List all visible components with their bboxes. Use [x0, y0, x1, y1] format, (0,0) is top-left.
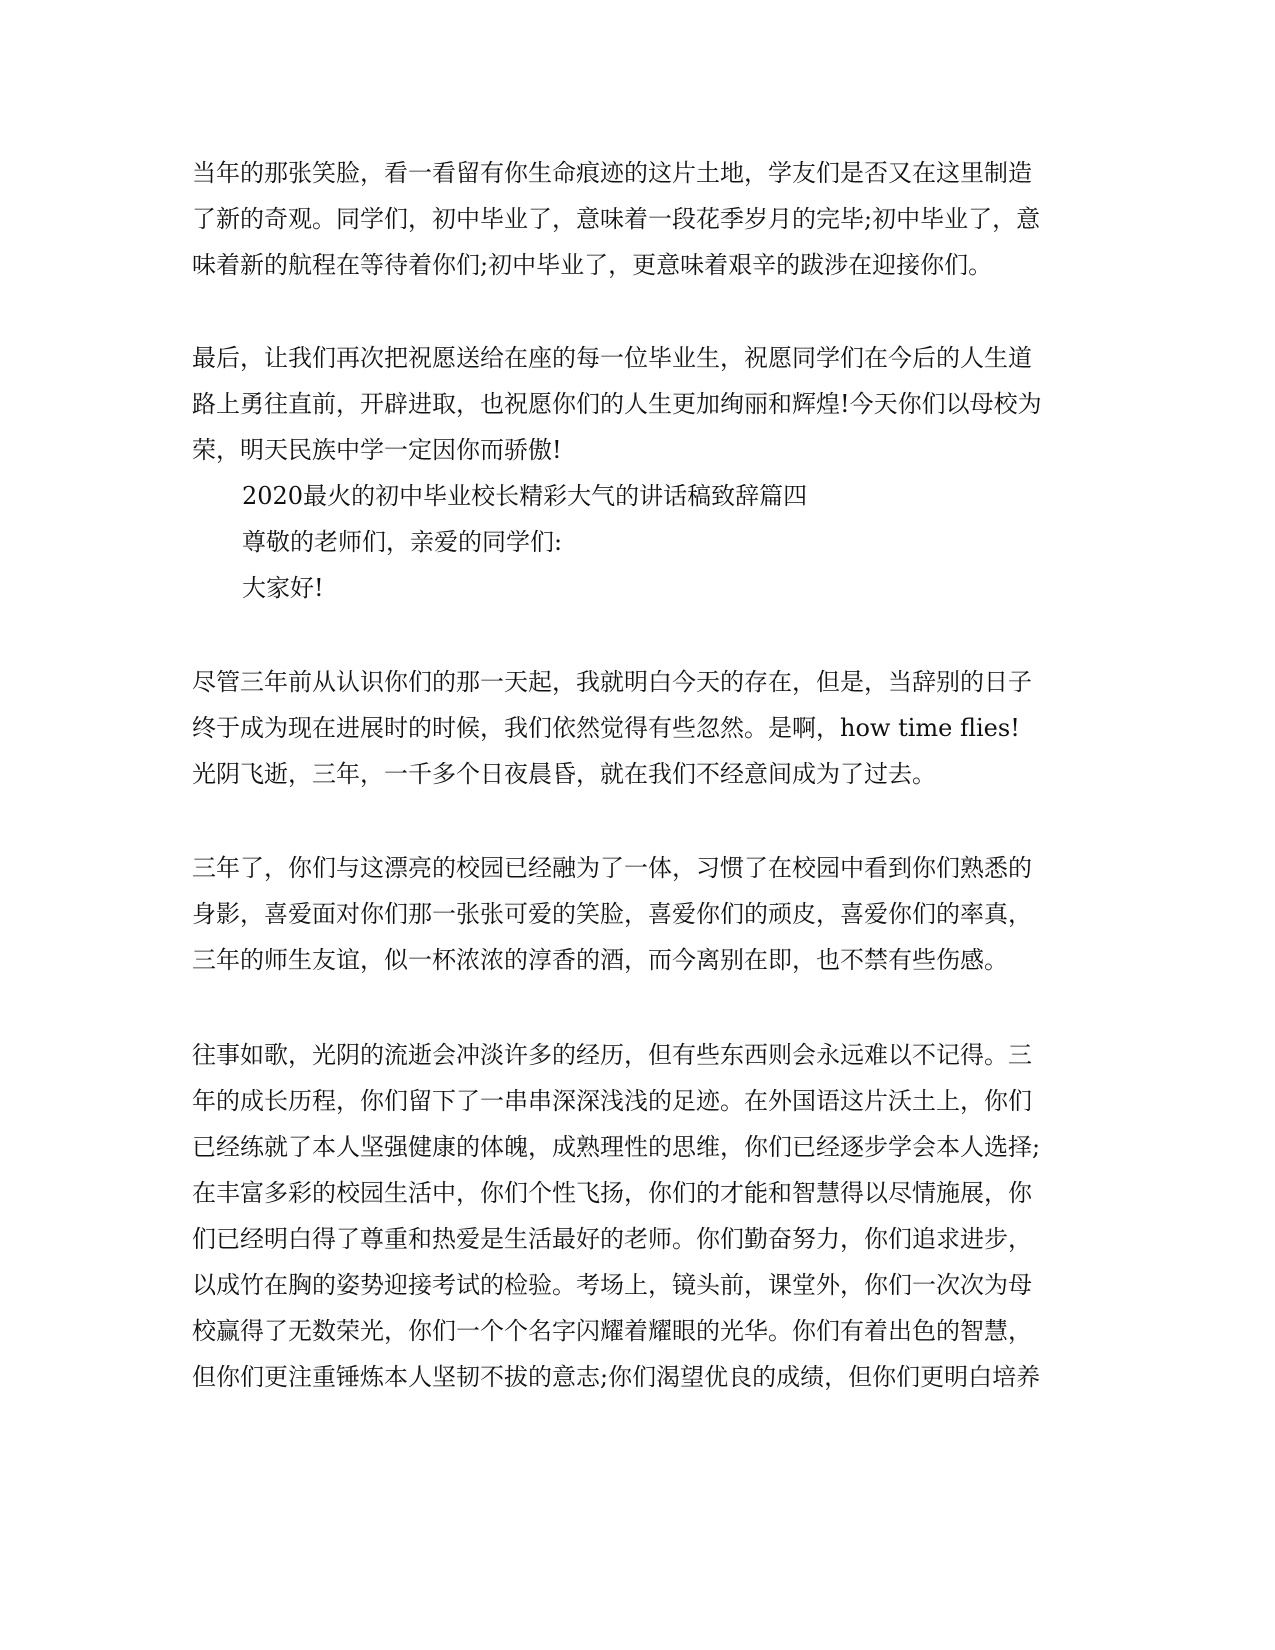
text-line: 了新的奇观。同学们，初中毕业了，意味着一段花季岁月的完毕;初中毕业了，意 — [192, 205, 1041, 233]
text-line: 三年了，你们与这漂亮的校园已经融为了一体，习惯了在校园中看到你们熟悉的 — [192, 854, 1032, 882]
text-line: 往事如歌，光阴的流逝会冲淡许多的经历，但有些东西则会永远难以不记得。三 — [192, 1041, 1032, 1069]
text-line: 年的成长历程，你们留下了一串串深深浅浅的足迹。在外国语这片沃土上，你们 — [192, 1087, 1032, 1115]
text-line: 荣，明天民族中学一定因你而骄傲! — [192, 436, 562, 464]
text-line: 最后，让我们再次把祝愿送给在座的每一位毕业生，祝愿同学们在今后的人生道 — [192, 344, 1032, 372]
text-line: 光阴飞逝，三年，一千多个日夜晨昏，就在我们不经意间成为了过去。 — [192, 760, 936, 788]
text-line: 尽管三年前从认识你们的那一天起，我就明白今天的存在，但是，当辞别的日子 — [192, 668, 1032, 696]
text-line: 味着新的航程在等待着你们;初中毕业了，更意味着艰辛的跋涉在迎接你们。 — [192, 251, 993, 279]
text-line: 以成竹在胸的姿势迎接考试的检验。考场上，镜头前，课堂外，你们一次次为母 — [192, 1271, 1032, 1299]
text-line: 路上勇往直前，开辟进取，也祝愿你们的人生更加绚丽和辉煌!今天你们以母校为 — [192, 390, 1042, 418]
greeting: 大家好! — [242, 574, 324, 602]
text-line: 校赢得了无数荣光，你们一个个名字闪耀着耀眼的光华。你们有着出色的智慧， — [192, 1317, 1032, 1345]
text-line: 身影，喜爱面对你们那一张张可爱的笑脸，喜爱你们的顽皮，喜爱你们的率真， — [192, 900, 1032, 928]
text-line: 已经练就了本人坚强健康的体魄，成熟理性的思维，你们已经逐步学会本人选择; — [192, 1133, 1041, 1161]
salutation: 尊敬的老师们，亲爱的同学们: — [242, 528, 563, 556]
text-line: 三年的师生友谊，似一杯浓浓的淳香的酒，而今离别在即，也不禁有些伤感。 — [192, 946, 1008, 974]
text-line: 们已经明白得了尊重和热爱是生活最好的老师。你们勤奋努力，你们追求进步， — [192, 1225, 1032, 1253]
text-line: 但你们更注重锤炼本人坚韧不拔的意志;你们渴望优良的成绩，但你们更明白培养 — [192, 1363, 1041, 1391]
text-line: 在丰富多彩的校园生活中，你们个性飞扬，你们的才能和智慧得以尽情施展，你 — [192, 1179, 1032, 1207]
text-line: 终于成为现在进展时的时候，我们依然觉得有些忽然。是啊，how time flies! — [192, 714, 1020, 742]
section-heading: 2020最火的初中毕业校长精彩大气的讲话稿致辞篇四 — [242, 482, 808, 510]
text-line: 当年的那张笑脸，看一看留有你生命痕迹的这片土地，学友们是否又在这里制造 — [192, 159, 1032, 187]
